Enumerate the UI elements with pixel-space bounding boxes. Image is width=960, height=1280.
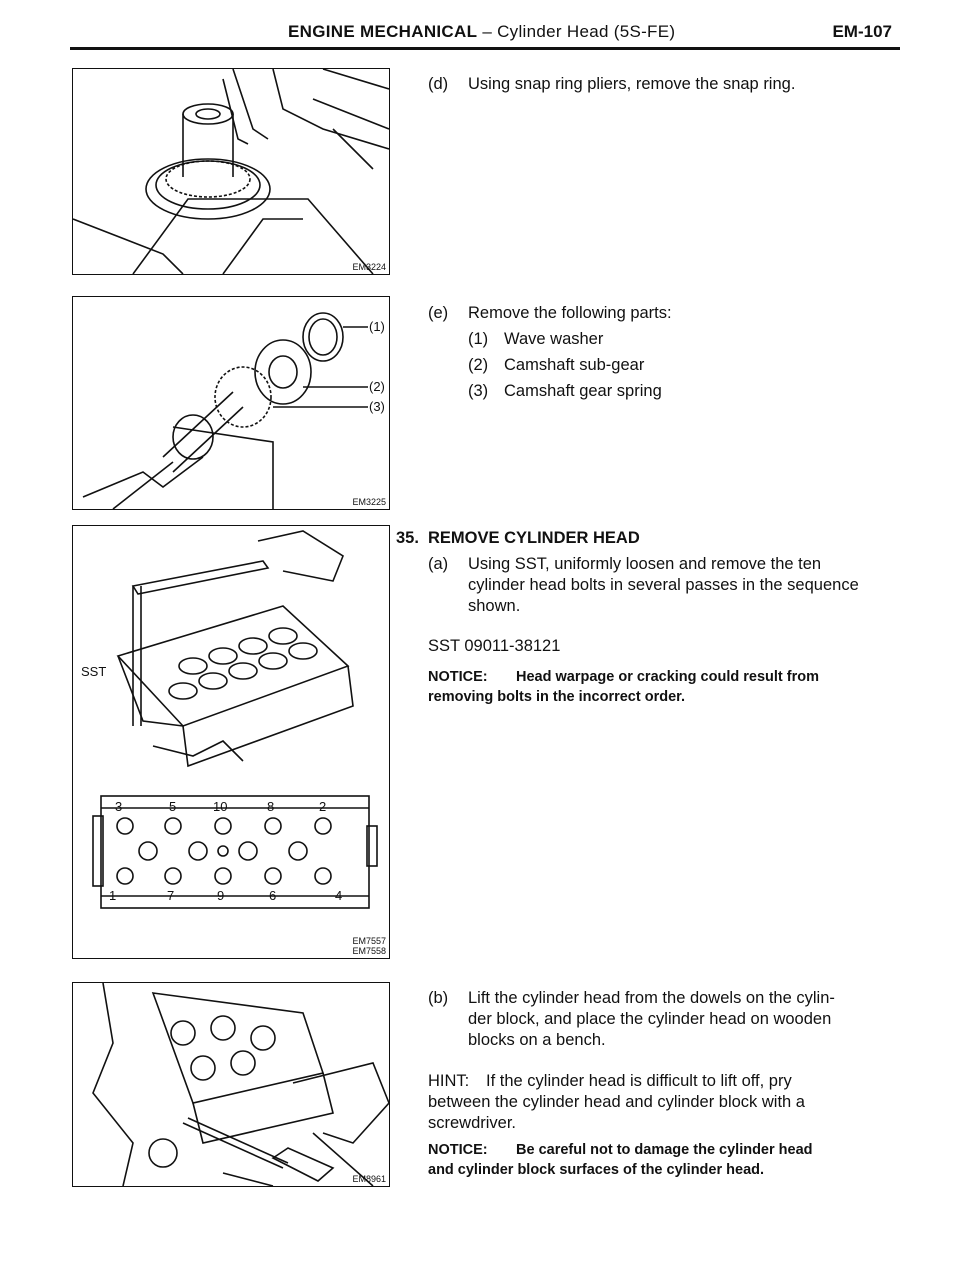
step-line: Lift the cylinder head from the dowels on the cylin- [468,989,835,1007]
step-text: Using snap ring pliers, remove the snap ring. [468,75,796,93]
lift-head-illustration [73,983,389,1186]
figure-code: EM3225 [352,497,386,507]
header-title [288,22,675,42]
sst-number: SST 09011-38121 [428,637,561,655]
figure-snap-ring [72,68,390,275]
bolt-number: 8 [267,799,275,814]
bolt-number: 5 [169,799,177,814]
step-line: shown. [468,597,521,615]
step-label: (b) [428,989,449,1007]
snap-ring-illustration [73,69,389,274]
figure-lift-head [72,982,390,1187]
list-item-number: (2) [468,356,489,374]
list-item-text: Wave washer [504,330,604,348]
sub-gear-illustration [73,297,389,509]
bolt-number: 7 [167,888,175,903]
hint-label: HINT: [428,1072,470,1090]
bolt-number: 6 [269,888,277,903]
figure-bolt-sequence [72,525,390,959]
notice-line: Be careful not to damage the cylinder head [516,1142,813,1158]
step-line: cylinder head bolts in several passes in the sequence [468,576,859,594]
sst-label: SST [81,664,107,679]
bolt-number: 10 [213,799,228,814]
notice-line: and cylinder block surfaces of the cylinder head. [428,1162,765,1178]
figure-code: EM7557 EM7558 [352,936,386,956]
figure-sub-gear [72,296,390,510]
hint-line: screwdriver. [428,1114,517,1132]
bolt-number: 2 [319,799,327,814]
notice-label: NOTICE: [428,669,488,685]
notice-label: NOTICE: [428,1142,488,1158]
callout-3: (3) [369,399,385,414]
header-subtitle: – Cylinder Head (5S-FE) [482,22,676,41]
bolt-number: 9 [217,888,225,903]
list-item-number: (1) [468,330,489,348]
callout-2: (2) [369,379,385,394]
callout-1: (1) [369,319,385,334]
step-label: (a) [428,555,449,573]
figure-code: EM3224 [352,262,386,272]
hint-line: between the cylinder head and cylinder block with a [428,1093,805,1111]
figure-code: EM8961 [352,1174,386,1184]
bolt-number: 1 [109,888,117,903]
notice-line: Head warpage or cracking could result from [516,669,819,685]
list-item-number: (3) [468,382,489,400]
step-title: REMOVE CYLINDER HEAD [428,529,640,547]
step-line: blocks on a bench. [468,1031,606,1049]
page-header [70,22,900,48]
step-number: 35. [396,529,419,547]
bolt-number: 4 [335,888,343,903]
header-rule [70,47,900,50]
step-line: der block, and place the cylinder head on wooden [468,1010,832,1028]
list-item-text: Camshaft gear spring [504,382,662,400]
step-label: (d) [428,75,449,93]
step-line: Using SST, uniformly loosen and remove the ten [468,555,822,573]
step-label: (e) [428,304,449,322]
bolt-number: 3 [115,799,123,814]
header-section: ENGINE MECHANICAL [288,22,478,41]
list-item-text: Camshaft sub-gear [504,356,645,374]
hint-line: If the cylinder head is difficult to lift off, pry [486,1072,792,1090]
step-text: Remove the following parts: [468,304,672,322]
notice-line: removing bolts in the incorrect order. [428,689,686,705]
page-number: EM-107 [832,22,892,41]
